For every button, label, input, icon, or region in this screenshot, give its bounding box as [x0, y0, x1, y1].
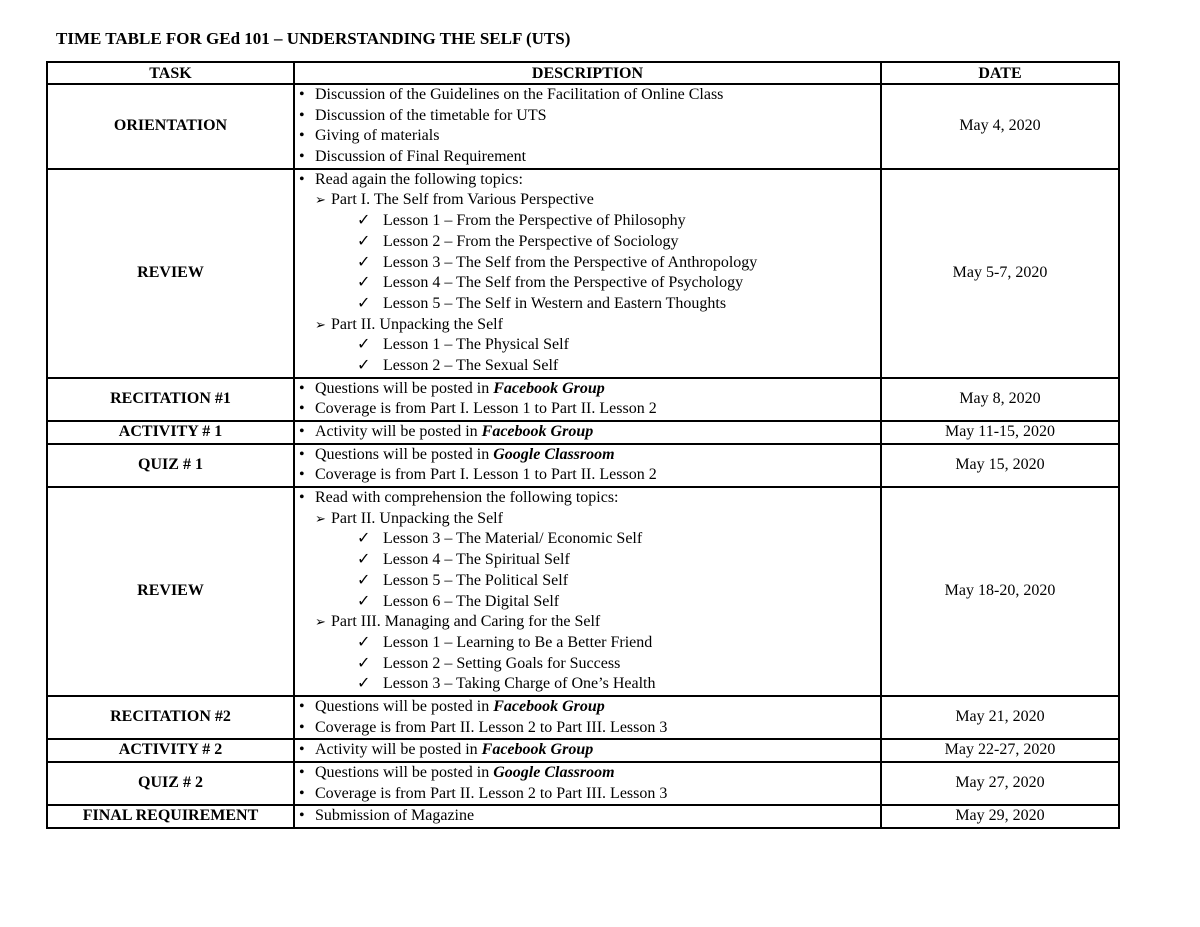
task-cell: FINAL REQUIREMENT	[47, 805, 294, 828]
task-cell: RECITATION #2	[47, 696, 294, 739]
check-icon: ✓	[357, 356, 371, 374]
table-row-orientation	[47, 84, 1119, 169]
bullet-item: • Questions will be posted in Google Classroom	[295, 763, 880, 784]
check-icon: ✓	[357, 551, 371, 569]
part-heading: ➢ Part I. The Self from Various Perspective	[295, 190, 880, 211]
lesson-item: ✓ Lesson 6 – The Digital Self	[295, 592, 880, 613]
check-icon: ✓	[357, 294, 371, 312]
timetable	[46, 61, 1120, 829]
lesson-item: ✓ Lesson 4 – The Spiritual Self	[295, 550, 880, 571]
part-heading: ➢ Part II. Unpacking the Self	[295, 509, 880, 530]
task-cell: QUIZ # 2	[47, 762, 294, 805]
table-row-final-requirement	[47, 805, 1119, 828]
date-cell: May 11-15, 2020	[881, 421, 1119, 444]
bullet-item: • Discussion of the Guidelines on the Facilitation of Online Class	[295, 85, 880, 106]
check-icon: ✓	[357, 530, 371, 548]
table-row-review-1	[47, 169, 1119, 378]
bullet-item: • Coverage is from Part II. Lesson 2 to Part III. Lesson 3	[295, 784, 880, 805]
table-row-activity-2	[47, 739, 1119, 762]
lesson-item: ✓ Lesson 3 – The Material/ Economic Self	[295, 529, 880, 550]
bullet-item: • Questions will be posted in Google Classroom	[295, 445, 880, 466]
date-cell: May 29, 2020	[881, 805, 1119, 828]
description-cell	[294, 762, 881, 805]
date-cell: May 4, 2020	[881, 84, 1119, 169]
header-date: DATE	[881, 62, 1119, 84]
description-cell	[294, 421, 881, 444]
check-icon: ✓	[357, 654, 371, 672]
bullet-item: • Questions will be posted in Facebook Group	[295, 379, 880, 400]
lesson-item: ✓ Lesson 2 – From the Perspective of Sociology	[295, 232, 880, 253]
part-heading: ➢ Part II. Unpacking the Self	[295, 315, 880, 336]
description-cell	[294, 378, 881, 421]
task-cell: REVIEW	[47, 169, 294, 378]
date-cell: May 15, 2020	[881, 444, 1119, 487]
header-row	[47, 62, 1119, 84]
date-cell: May 21, 2020	[881, 696, 1119, 739]
task-cell: ACTIVITY # 1	[47, 421, 294, 444]
bullet-item: • Discussion of the timetable for UTS	[295, 106, 880, 127]
bullet-item: • Activity will be posted in Facebook Group	[295, 422, 880, 443]
task-cell: RECITATION #1	[47, 378, 294, 421]
lesson-item: ✓ Lesson 2 – The Sexual Self	[295, 356, 880, 377]
bullet-item: • Giving of materials	[295, 126, 880, 147]
lesson-item: ✓ Lesson 1 – The Physical Self	[295, 335, 880, 356]
description-cell	[294, 487, 881, 696]
check-icon: ✓	[357, 571, 371, 589]
bullet-item: • Coverage is from Part I. Lesson 1 to Part II. Lesson 2	[295, 465, 880, 486]
check-icon: ✓	[357, 274, 371, 292]
task-cell: ACTIVITY # 2	[47, 739, 294, 762]
lesson-item: ✓ Lesson 3 – The Self from the Perspective of Anthropology	[295, 253, 880, 274]
check-icon: ✓	[357, 212, 371, 230]
table-row-review-2	[47, 487, 1119, 696]
check-icon: ✓	[357, 232, 371, 250]
check-icon: ✓	[357, 675, 371, 693]
arrow-icon: ➢	[315, 614, 326, 630]
document-title: TIME TABLE FOR GEd 101 – UNDERSTANDING THE SELF (UTS)	[56, 29, 571, 48]
lesson-item: ✓ Lesson 1 – From the Perspective of Philosophy	[295, 211, 880, 232]
check-icon: ✓	[357, 253, 371, 271]
table-row-quiz-1	[47, 444, 1119, 487]
table-row-recitation-1	[47, 378, 1119, 421]
arrow-icon: ➢	[315, 192, 326, 208]
bullet-item: • Questions will be posted in Facebook Group	[295, 697, 880, 718]
description-cell	[294, 696, 881, 739]
part-heading: ➢ Part III. Managing and Caring for the Self	[295, 612, 880, 633]
check-icon: ✓	[357, 633, 371, 651]
header-description: DESCRIPTION	[294, 62, 881, 84]
table-row-recitation-2	[47, 696, 1119, 739]
lesson-item: ✓ Lesson 1 – Learning to Be a Better Friend	[295, 633, 880, 654]
date-cell: May 22-27, 2020	[881, 739, 1119, 762]
description-cell	[294, 739, 881, 762]
date-cell: May 18-20, 2020	[881, 487, 1119, 696]
bullet-item: • Submission of Magazine	[295, 806, 880, 827]
task-cell: ORIENTATION	[47, 84, 294, 169]
lesson-item: ✓ Lesson 5 – The Self in Western and Eastern Thoughts	[295, 294, 880, 315]
date-cell: May 5-7, 2020	[881, 169, 1119, 378]
check-icon: ✓	[357, 592, 371, 610]
table-row-quiz-2	[47, 762, 1119, 805]
lesson-item: ✓ Lesson 3 – Taking Charge of One’s Health	[295, 674, 880, 695]
task-cell: QUIZ # 1	[47, 444, 294, 487]
arrow-icon: ➢	[315, 316, 326, 332]
header-task: TASK	[47, 62, 294, 84]
bullet-item: • Activity will be posted in Facebook Group	[295, 740, 880, 761]
date-cell: May 8, 2020	[881, 378, 1119, 421]
lesson-item: ✓ Lesson 4 – The Self from the Perspective of Psychology	[295, 273, 880, 294]
bullet-item: • Coverage is from Part I. Lesson 1 to Part II. Lesson 2	[295, 399, 880, 420]
task-cell: REVIEW	[47, 487, 294, 696]
check-icon: ✓	[357, 336, 371, 354]
bullet-item: • Read with comprehension the following topics:	[295, 488, 880, 509]
bullet-item: • Discussion of Final Requirement	[295, 147, 880, 168]
arrow-icon: ➢	[315, 510, 326, 526]
lesson-item: ✓ Lesson 2 – Setting Goals for Success	[295, 654, 880, 675]
description-cell	[294, 84, 881, 169]
bullet-item: • Read again the following topics:	[295, 170, 880, 191]
bullet-item: • Coverage is from Part II. Lesson 2 to Part III. Lesson 3	[295, 718, 880, 739]
table-row-activity-1	[47, 421, 1119, 444]
description-cell	[294, 805, 881, 828]
description-cell	[294, 444, 881, 487]
lesson-item: ✓ Lesson 5 – The Political Self	[295, 571, 880, 592]
date-cell: May 27, 2020	[881, 762, 1119, 805]
description-cell	[294, 169, 881, 378]
